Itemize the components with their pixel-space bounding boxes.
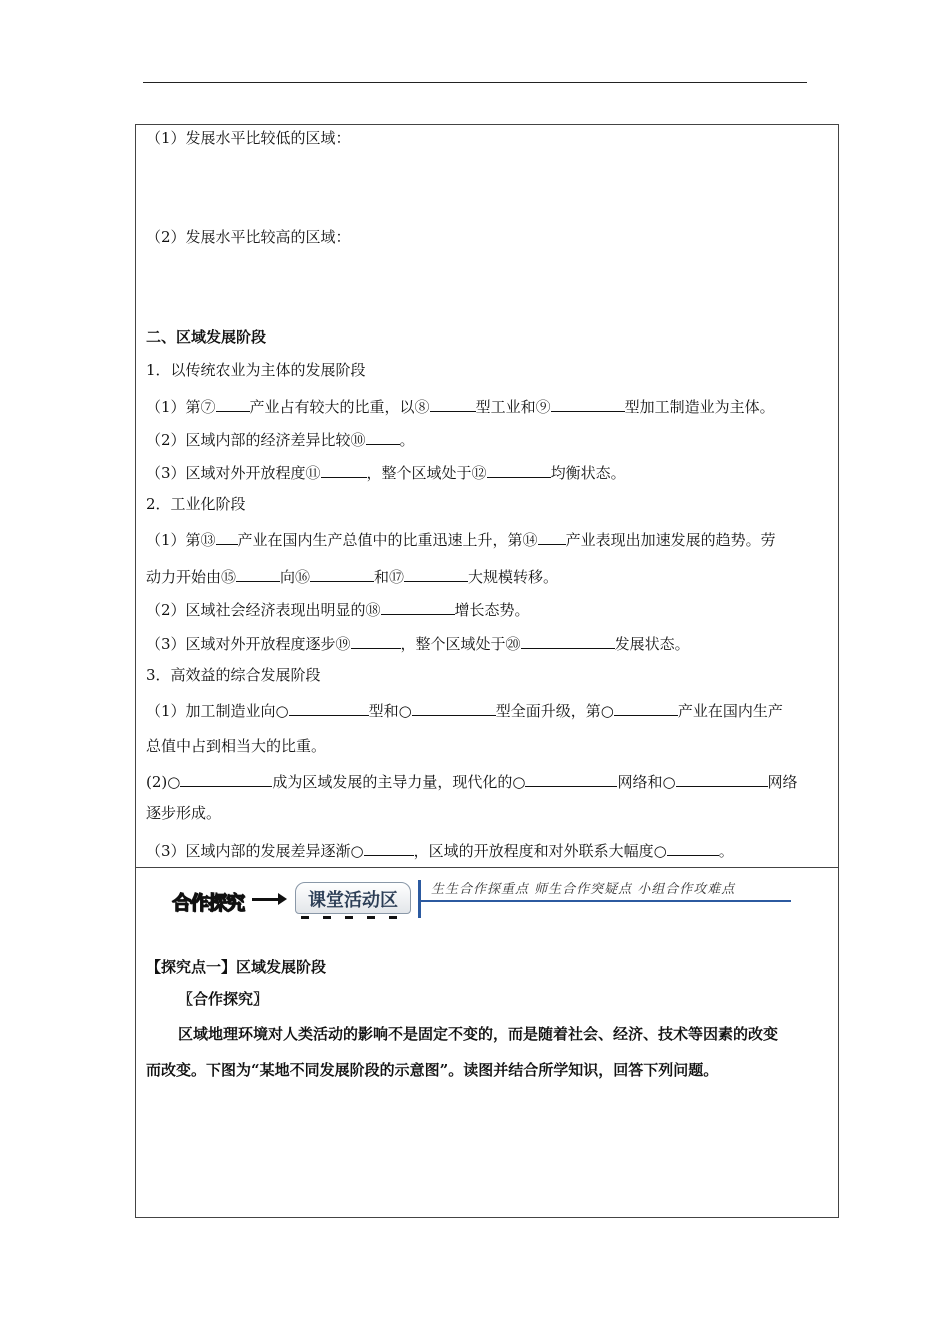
- stage-3-item-2-cont: 逐步形成。: [146, 804, 222, 822]
- blank-21[interactable]: [289, 699, 369, 716]
- stage-3-item-2: (2)○ 成为区域发展的主导力量，现代化的○ 网络和○ 网络: [146, 770, 798, 792]
- blank-22[interactable]: [412, 699, 496, 716]
- banner-bar-horizontal: [418, 900, 791, 902]
- blank-15[interactable]: [236, 565, 280, 582]
- blank-12[interactable]: [487, 461, 551, 478]
- question-low-development: （1）发展水平比较低的区域：: [146, 129, 351, 147]
- blank-9[interactable]: [551, 395, 625, 412]
- stage-2-item-2: （2）区域社会经济表现出明显的⑱ 增长态势。: [146, 598, 530, 620]
- section-heading-development-stages: 二、区域发展阶段: [146, 328, 267, 346]
- blank-23[interactable]: [614, 699, 678, 716]
- explore-paragraph-line-2: 而改变。下图为“某地不同发展阶段的示意图”。读图并结合所学知识，回答下列问题。: [146, 1061, 719, 1079]
- stage-3-item-1: （1）加工制造业向○ 型和○ 型全面升级，第○ 产业在国内生产: [146, 699, 783, 721]
- blank-20[interactable]: [521, 632, 615, 649]
- question-high-development: （2）发展水平比较高的区域：: [146, 228, 351, 246]
- blank-26[interactable]: [676, 770, 768, 787]
- banner-slogan: 生生合作探重点 师生合作突疑点 小组合作攻难点: [431, 882, 736, 897]
- arrow-right-icon: [252, 898, 280, 901]
- cooperation-logo: 合作探究: [172, 892, 245, 914]
- blank-13[interactable]: [216, 528, 238, 545]
- stage-3-item-3: （3）区域内部的发展差异逐渐○ ，区域的开放程度和对外联系大幅度○ 。: [146, 839, 734, 861]
- blank-27[interactable]: [364, 839, 414, 856]
- stage-2-heading: 2．工业化阶段: [146, 495, 246, 513]
- stage-2-item-1-cont: 动力开始由⑮ 向⑯ 和⑰ 大规模转移。: [146, 565, 558, 587]
- page-header-rule: [143, 82, 807, 83]
- stage-2-item-1: （1）第⑬ 产业在国内生产总值中的比重迅速上升，第⑭ 产业表现出加速发展的趋势。劳: [146, 528, 776, 550]
- blank-18[interactable]: [381, 598, 455, 615]
- table-row-divider: [135, 867, 839, 868]
- blank-11[interactable]: [321, 461, 367, 478]
- banner-tab-label: 课堂活动区: [308, 890, 398, 911]
- explore-point-title: 【探究点一】区域发展阶段: [146, 958, 327, 976]
- stage-1-heading: 1．以传统农业为主体的发展阶段: [146, 361, 366, 379]
- blank-14[interactable]: [538, 528, 566, 545]
- blank-19[interactable]: [351, 632, 401, 649]
- stage-1-item-2: （2）区域内部的经济差异比较⑩ 。: [146, 428, 415, 450]
- blank-16[interactable]: [310, 565, 374, 582]
- stage-3-item-1-cont: 总值中占到相当大的比重。: [146, 737, 327, 755]
- blank-24[interactable]: [180, 770, 272, 787]
- stage-2-item-3: （3）区域对外开放程度逐步⑲ ，整个区域处于⑳ 发展状态。: [146, 632, 690, 654]
- banner-bar-vertical: [418, 880, 421, 918]
- stage-1-item-1: （1）第⑦ 产业占有较大的比重，以⑧ 型工业和⑨ 型加工制造业为主体。: [146, 395, 775, 417]
- blank-8[interactable]: [430, 395, 476, 412]
- arrow-head-icon: [278, 893, 287, 905]
- explore-paragraph-line-1: 区域地理环境对人类活动的影响不是固定不变的，而是随着社会、经济、技术等因素的改变: [178, 1025, 779, 1043]
- blank-25[interactable]: [525, 770, 617, 787]
- stage-1-item-3: （3）区域对外开放程度⑪ ，整个区域处于⑫ 均衡状态。: [146, 461, 626, 483]
- explore-subtitle: 〖合作探究〗: [178, 990, 269, 1008]
- blank-17[interactable]: [404, 565, 468, 582]
- blank-7[interactable]: [216, 395, 250, 412]
- blank-28[interactable]: [667, 839, 719, 856]
- banner-dash-decoration: [301, 916, 409, 919]
- classroom-activity-banner: [160, 874, 800, 922]
- blank-10[interactable]: [366, 428, 400, 445]
- stage-3-heading: 3．高效益的综合发展阶段: [146, 666, 321, 684]
